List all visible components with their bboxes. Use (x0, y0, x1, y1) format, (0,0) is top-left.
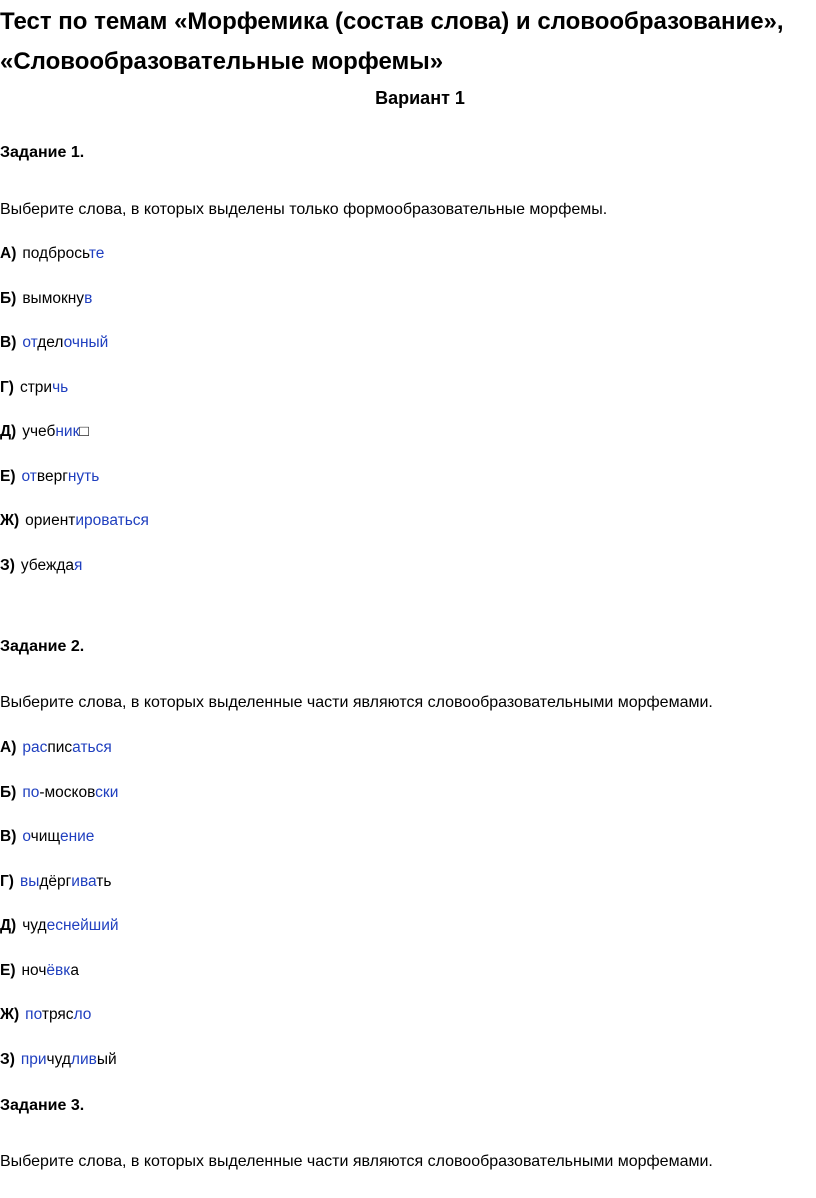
option-letter: В) (0, 828, 17, 845)
highlighted-morpheme: по (25, 1006, 42, 1023)
highlighted-morpheme: о (22, 828, 31, 845)
word-part: учеб (22, 423, 56, 440)
highlighted-morpheme: аться (72, 739, 112, 756)
task-3-title: Задание 3. (0, 1097, 85, 1114)
variant-heading: Вариант 1 (375, 88, 465, 108)
answer-option (0, 873, 111, 891)
option-letter: З) (0, 556, 15, 574)
word-part: ноч (21, 961, 47, 979)
highlighted-morpheme: при (20, 1050, 47, 1068)
word-part: убежда (20, 556, 74, 574)
answer-option (0, 1006, 91, 1024)
option-letter: Б) (0, 289, 17, 307)
answer-option (0, 423, 89, 441)
highlighted-morpheme: ло (73, 1006, 92, 1023)
answer-option (0, 468, 99, 486)
option-letter: Г) (0, 872, 14, 890)
word-part: -москов (39, 783, 96, 801)
highlighted-morpheme: вы (19, 872, 40, 890)
answer-option (0, 784, 118, 802)
task-2-instruction: Выберите слова, в которых выделенные части являются словообразовательными морфемами. (0, 694, 713, 711)
document-title: Тест по темам «Морфемика (состав слова) и словообразование», «Словообразовательные морфемы» (0, 8, 784, 75)
highlighted-morpheme: я (73, 556, 83, 574)
answer-option (0, 962, 79, 980)
answer-option (0, 739, 112, 757)
option-word (22, 739, 111, 756)
option-letter: В) (0, 334, 17, 351)
option-letter: Д) (0, 423, 17, 440)
highlighted-morpheme: очный (63, 334, 109, 351)
option-letter: А) (0, 245, 17, 262)
option-word (22, 962, 80, 979)
word-part: вымокну (22, 289, 85, 307)
word-part: чищ (30, 828, 60, 845)
highlighted-morpheme: ение (59, 828, 95, 845)
highlighted-morpheme: ски (95, 783, 119, 801)
word-part: дёрг (39, 872, 72, 890)
option-letter: Б) (0, 783, 17, 801)
option-letter: Ж) (0, 512, 20, 529)
word-part: а (70, 961, 80, 979)
option-letter: Г) (0, 378, 14, 396)
highlighted-morpheme: ёвк (46, 961, 71, 979)
highlighted-morpheme: от (21, 467, 37, 485)
highlighted-morpheme: рас (22, 739, 48, 756)
option-letter: Ж) (0, 1006, 20, 1023)
highlighted-morpheme: ник (55, 423, 80, 440)
task-1-instruction: Выберите слова, в которых выделены только формообразовательные морфемы. (0, 201, 608, 218)
option-word (25, 512, 149, 529)
option-letter: А) (0, 739, 17, 756)
option-word (21, 1051, 117, 1068)
word-part: □ (79, 423, 89, 440)
answer-option (0, 828, 94, 846)
highlighted-morpheme: нуть (67, 467, 100, 485)
answer-option (0, 1051, 117, 1069)
option-word (20, 379, 68, 396)
option-letter: Е) (0, 961, 16, 979)
answer-option (0, 379, 68, 397)
option-word (25, 1006, 91, 1023)
option-word (22, 468, 100, 485)
answer-option (0, 245, 104, 263)
option-word (22, 290, 92, 307)
highlighted-morpheme: ива (71, 872, 97, 890)
option-word (22, 917, 118, 934)
word-part: чуд (22, 917, 47, 934)
word-part: ть (96, 872, 112, 890)
answer-option (0, 512, 149, 530)
task-3-instruction: Выберите слова, в которых выделенные части являются словообразовательными морфемами. (0, 1153, 713, 1170)
word-part: дел (37, 334, 64, 351)
option-letter: Е) (0, 467, 16, 485)
highlighted-morpheme: чь (52, 378, 69, 396)
option-word (21, 557, 83, 574)
option-word (22, 423, 89, 440)
word-part: стри (19, 378, 53, 396)
option-letter: З) (0, 1050, 15, 1068)
option-word (22, 245, 104, 262)
word-part: подбрось (22, 245, 89, 262)
word-part: ый (96, 1050, 117, 1068)
option-word (22, 784, 118, 801)
answer-option (0, 917, 119, 935)
highlighted-morpheme: лив (70, 1050, 97, 1068)
highlighted-morpheme: в (84, 289, 93, 307)
highlighted-morpheme: еснейший (46, 917, 119, 934)
word-part: пис (47, 739, 73, 756)
highlighted-morpheme: те (88, 245, 105, 262)
word-part: верг (36, 467, 68, 485)
task-2-title: Задание 2. (0, 638, 85, 655)
task-1-title: Задание 1. (0, 144, 85, 161)
answer-option (0, 557, 82, 575)
word-part: чуд (46, 1050, 71, 1068)
highlighted-morpheme: по (22, 783, 40, 801)
highlighted-morpheme: ироваться (75, 512, 149, 529)
highlighted-morpheme: от (22, 334, 38, 351)
word-part: тряс (41, 1006, 74, 1023)
answer-option (0, 290, 92, 308)
option-word (22, 828, 94, 845)
word-part: ориент (25, 512, 76, 529)
option-word (20, 873, 112, 890)
option-letter: Д) (0, 917, 17, 934)
option-word (22, 334, 108, 351)
answer-option (0, 334, 108, 352)
